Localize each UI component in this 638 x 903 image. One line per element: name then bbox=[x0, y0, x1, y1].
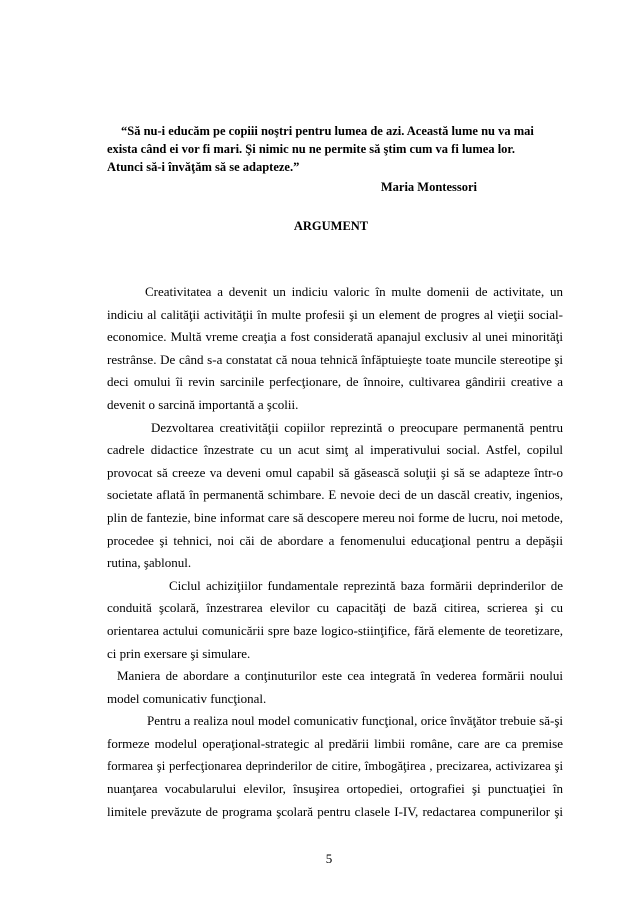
quote-line: exista când ei vor fi mari. Şi nimic nu ne permite să ştim cum va fi lumea lor. bbox=[107, 142, 515, 156]
page-number: 5 bbox=[325, 851, 333, 866]
page-number-wrap bbox=[0, 851, 638, 867]
quote-author: Maria Montessori bbox=[380, 180, 477, 194]
body-line: devenit o sarcină importantă a şcolii. bbox=[107, 396, 299, 412]
body-line: deci omului îi revin sarcinile perfecţionare, de înnoire, cultivarea gândirii creative a bbox=[107, 374, 563, 390]
body-line: orientarea actului comunicării spre baze logico-stiinţifice, fără elemente de teoretizare, bbox=[107, 622, 563, 638]
body-line: Dezvoltarea creativităţii copiilor reprezintă o preocupare permanentă pentru bbox=[151, 419, 563, 435]
quote-line: “Să nu-i educăm pe copiii noştri pentru lumea de azi. Această lume nu va mai bbox=[121, 124, 534, 138]
body-line: Creativitatea a devenit un indiciu valoric în multe domenii de activitate, un bbox=[145, 284, 563, 299]
body-line: rutina, şablonul. bbox=[107, 555, 192, 571]
section-title-wrap bbox=[0, 219, 638, 234]
body-line: limitele prevăzute de programa şcolară pentru clasele I-IV, redactarea compunerilor şi bbox=[107, 803, 563, 819]
body-line: model comunicativ funcţional. bbox=[107, 690, 267, 706]
body-line: societate aflată în permanentă schimbare. E nevoie deci de un dascăl creativ, ingenios, bbox=[107, 487, 563, 503]
body-line: cadrele didactice înzestrate cu un acut simţ al imperativului social. Astfel, copilul bbox=[107, 442, 563, 458]
body-line: ci prin exersare şi simulare. bbox=[107, 645, 251, 661]
body-line: provocat să creeze va deveni omul capabil să găsească soluţii şi să se adapteze într-o bbox=[107, 464, 563, 480]
body-line: conduită şcolară, înzestrarea elevilor cu capacităţi de bază citirea, scrierea şi cu bbox=[107, 600, 563, 616]
body-line: nuanţarea vocabularului elevilor, însuşirea ortopediei, ortografiei şi punctuaţiei în bbox=[107, 781, 563, 797]
body-line: procedee şi tehnici, noi căi de abordare a fenomenului educaţional pentru a depăşii bbox=[107, 532, 563, 548]
body-line: formarea şi perfecţionarea deprinderilor de citire, îmbogăţirea , precizarea, activizarea şi bbox=[107, 759, 563, 774]
epigraph-quote bbox=[107, 122, 547, 176]
body-line: indiciu al calităţii activităţii în multe profesii şi un element de progres al vieţii social- bbox=[107, 306, 563, 322]
body-line: Ciclul achiziţiilor fundamentale reprezintă baza formării deprinderilor de bbox=[169, 577, 563, 593]
body-line: economice. Multă vreme creaţia a fost considerată apanajul exclusiv al unei minorităţi bbox=[107, 329, 563, 345]
body-line: Pentru a realiza noul model comunicativ funcţional, orice învăţător trebuie să-şi bbox=[147, 713, 563, 729]
quote-line: Atunci să-i învăţăm să se adapteze.” bbox=[107, 160, 300, 174]
body-line: formeze modelul operaţional-strategic al predării limbii române, care are ca premise bbox=[107, 735, 563, 751]
body-line: plin de fantezie, bine informat care să descopere mereu noi forme de lucru, noi metode, bbox=[107, 509, 563, 525]
body-line: restrânse. De când s-a constatat că noua tehnică înfăptuieşte toate muncile stereotipe şi bbox=[107, 351, 563, 367]
body-text bbox=[107, 281, 563, 823]
body-line: Maniera de abordare a conţinuturilor este cea integrată în vederea formării noului bbox=[117, 668, 563, 684]
section-title: ARGUMENT bbox=[293, 219, 369, 233]
